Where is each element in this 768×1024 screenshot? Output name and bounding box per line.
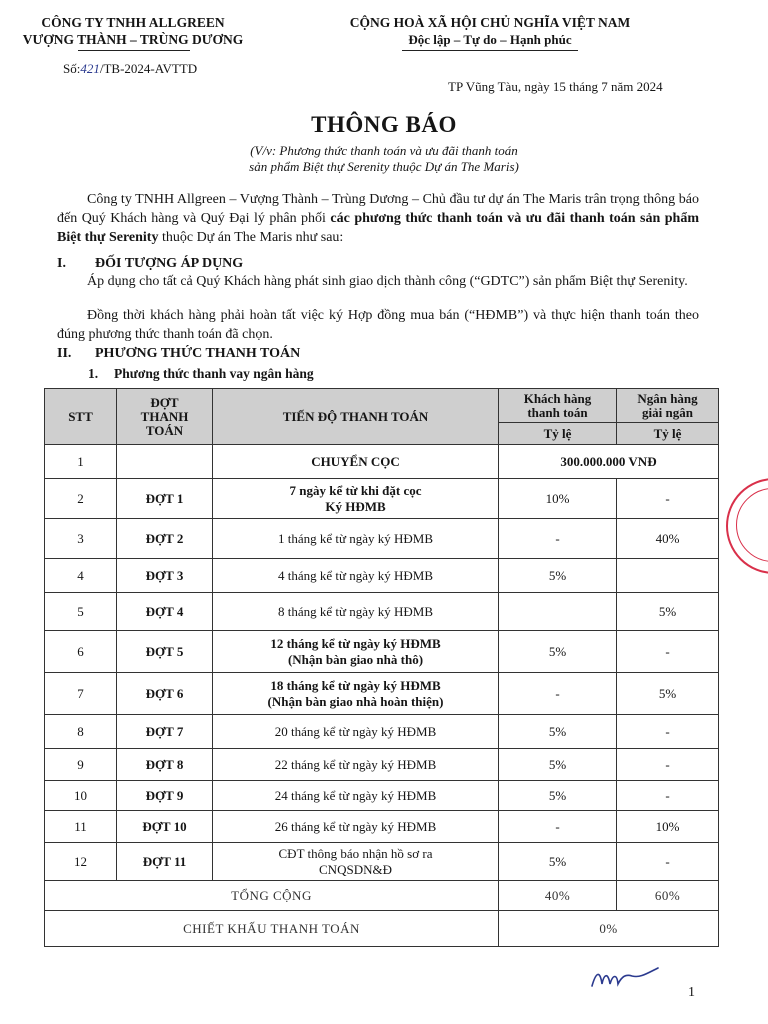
row-customer-rate: 5% bbox=[499, 781, 617, 811]
row-installment: ĐỢT 2 bbox=[117, 519, 213, 559]
row-installment: ĐỢT 6 bbox=[117, 673, 213, 715]
table-row bbox=[45, 593, 719, 631]
row-bank-rate: 5% bbox=[617, 673, 719, 715]
header-stt: STT bbox=[45, 389, 117, 445]
header-bank bbox=[617, 389, 719, 423]
row-installment: ĐỢT 10 bbox=[117, 811, 213, 843]
section-1-paragraph-1: Áp dụng cho tất cả Quý Khách hàng phát sinh giao dịch thành công (“GDTC”) sản phẩm Biệt thự Serenity. bbox=[87, 274, 688, 289]
row-installment: ĐỢT 9 bbox=[117, 781, 213, 811]
intro-part3: thuộc Dự án The Maris như sau: bbox=[158, 230, 344, 245]
total-bank-rate: 60% bbox=[617, 881, 719, 911]
row-progress bbox=[213, 631, 499, 673]
section-2-title: PHƯƠNG THỨC THANH TOÁN bbox=[95, 346, 301, 361]
row-progress: 24 tháng kể từ ngày ký HĐMB bbox=[213, 781, 499, 811]
row-customer-rate: - bbox=[499, 519, 617, 559]
header-bank-rate: Tỷ lệ bbox=[617, 423, 719, 445]
row-progress-line1: CĐT thông báo nhận hồ sơ ra bbox=[278, 845, 433, 861]
row-bank-rate: - bbox=[617, 715, 719, 749]
table-row bbox=[45, 843, 719, 881]
row-progress-line1: 18 tháng kể từ ngày ký HĐMB bbox=[270, 677, 441, 693]
row-stt: 12 bbox=[45, 843, 117, 881]
document-title: THÔNG BÁO bbox=[311, 112, 457, 137]
table-body bbox=[45, 445, 719, 947]
row-progress bbox=[213, 479, 499, 519]
table-row bbox=[45, 811, 719, 843]
intro-paragraph bbox=[57, 190, 699, 247]
row-progress-line2: (Nhận bàn giao nhà thô) bbox=[287, 651, 424, 667]
company-name-line2: VƯỢNG THÀNH – TRÙNG DƯƠNG bbox=[22, 32, 244, 47]
row-bank-rate bbox=[617, 559, 719, 593]
table-row bbox=[45, 519, 719, 559]
section-1-heading bbox=[57, 256, 243, 272]
table-row bbox=[45, 631, 719, 673]
motto-underline bbox=[402, 50, 578, 51]
row-bank-rate: 10% bbox=[617, 811, 719, 843]
table-row bbox=[45, 715, 719, 749]
row-customer-rate: - bbox=[499, 673, 617, 715]
section-2-heading bbox=[57, 346, 300, 362]
subsection-1-number: 1. bbox=[88, 366, 99, 381]
initials-signature-icon bbox=[586, 962, 666, 992]
header-bank-line1: Ngân hàng bbox=[637, 390, 698, 406]
row-progress: CHUYỂN CỌC bbox=[213, 445, 499, 479]
subsection-1-title: Phương thức thanh vay ngân hàng bbox=[114, 366, 314, 381]
row-progress-line2: (Nhận bàn giao nhà hoàn thiện) bbox=[267, 693, 444, 709]
header-bank-line2: giải ngân bbox=[642, 404, 693, 420]
table-row bbox=[45, 559, 719, 593]
header-customer bbox=[499, 389, 617, 423]
row-progress: 22 tháng kể từ ngày ký HĐMB bbox=[213, 749, 499, 781]
row-progress: 26 tháng kể từ ngày ký HĐMB bbox=[213, 811, 499, 843]
total-label: TỔNG CỘNG bbox=[45, 881, 499, 911]
table-row bbox=[45, 749, 719, 781]
header-installment-line1: ĐỢT bbox=[150, 394, 179, 410]
row-customer-rate: - bbox=[499, 811, 617, 843]
row-installment: ĐỢT 7 bbox=[117, 715, 213, 749]
header-installment bbox=[117, 389, 213, 445]
row-stt: 4 bbox=[45, 559, 117, 593]
row-customer-rate: 5% bbox=[499, 843, 617, 881]
company-seal-stamp bbox=[726, 478, 768, 574]
row-stt: 10 bbox=[45, 781, 117, 811]
subject-line1: (V/v: Phương thức thanh toán và ưu đãi thanh toán bbox=[250, 143, 518, 158]
row-installment: ĐỢT 5 bbox=[117, 631, 213, 673]
nation-title: CỘNG HOÀ XÃ HỘI CHỦ NGHĨA VIỆT NAM bbox=[349, 15, 631, 30]
nation-motto: Độc lập – Tự do – Hạnh phúc bbox=[408, 32, 572, 47]
seal-inner-ring bbox=[736, 488, 768, 562]
row-customer-rate: 5% bbox=[499, 559, 617, 593]
intro-part1: Công ty TNHH Allgreen – Vượng Thành – Trùng Dương – Chủ đầu tư dự án The Maris trân trọng thông báo đến Quý Khách hàng và Quý Đại lý phân phối bbox=[57, 192, 699, 226]
discount-row bbox=[45, 911, 719, 947]
row-progress: 4 tháng kể từ ngày ký HĐMB bbox=[213, 559, 499, 593]
header-installment-line2: THANH bbox=[140, 408, 189, 424]
total-customer-rate: 40% bbox=[499, 881, 617, 911]
section-2-number: II. bbox=[57, 346, 72, 361]
row-customer-rate: 5% bbox=[499, 715, 617, 749]
row-installment: ĐỢT 4 bbox=[117, 593, 213, 631]
row-bank-rate: 40% bbox=[617, 519, 719, 559]
row-installment: ĐỢT 8 bbox=[117, 749, 213, 781]
row-customer-rate: 10% bbox=[499, 479, 617, 519]
row-bank-rate: - bbox=[617, 843, 719, 881]
row-progress-line1: 12 tháng kể từ ngày ký HĐMB bbox=[270, 635, 441, 651]
row-stt: 11 bbox=[45, 811, 117, 843]
row-installment: ĐỢT 11 bbox=[117, 843, 213, 881]
section-1-paragraph-2: Đồng thời khách hàng phải hoàn tất việc ký Hợp đồng mua bán (“HĐMB”) và thực hiện thanh toán theo đúng phương thức thanh toán đã chọn. bbox=[57, 308, 699, 342]
row-customer-rate: 5% bbox=[499, 749, 617, 781]
document-number bbox=[63, 61, 197, 77]
row-stt: 9 bbox=[45, 749, 117, 781]
row-bank-rate: 5% bbox=[617, 593, 719, 631]
row-deposit-amount: 300.000.000 VNĐ bbox=[499, 445, 719, 479]
row-progress-line2: Ký HĐMB bbox=[325, 498, 386, 514]
document-subject bbox=[0, 143, 768, 175]
discount-label: CHIẾT KHẤU THANH TOÁN bbox=[45, 911, 499, 947]
row-customer-rate bbox=[499, 593, 617, 631]
table-row bbox=[45, 781, 719, 811]
table-row bbox=[45, 673, 719, 715]
row-installment bbox=[117, 445, 213, 479]
header-customer-rate: Tỷ lệ bbox=[499, 423, 617, 445]
row-progress: 20 tháng kể từ ngày ký HĐMB bbox=[213, 715, 499, 749]
total-row bbox=[45, 881, 719, 911]
row-stt: 6 bbox=[45, 631, 117, 673]
row-bank-rate: - bbox=[617, 631, 719, 673]
header-customer-line2: thanh toán bbox=[527, 404, 588, 420]
header-installment-line3: TOÁN bbox=[145, 422, 184, 438]
place-and-date: TP Vũng Tàu, ngày 15 tháng 7 năm 2024 bbox=[448, 79, 663, 94]
table-row bbox=[45, 445, 719, 479]
row-progress: 1 tháng kể từ ngày ký HĐMB bbox=[213, 519, 499, 559]
table-row bbox=[45, 479, 719, 519]
intro-part2: các phương thức thanh toán và ưu đãi thanh toán sản phẩm Biệt thự Serenity bbox=[57, 211, 699, 245]
national-header bbox=[320, 14, 660, 48]
company-underline bbox=[78, 50, 190, 51]
row-bank-rate: - bbox=[617, 479, 719, 519]
discount-value: 0% bbox=[499, 911, 719, 947]
row-stt: 2 bbox=[45, 479, 117, 519]
doc-no-prefix: Số: bbox=[63, 61, 81, 76]
company-header bbox=[8, 14, 258, 48]
row-stt: 3 bbox=[45, 519, 117, 559]
row-progress-line1: 7 ngày kể từ khi đặt cọc bbox=[289, 482, 422, 498]
header-customer-line1: Khách hàng bbox=[523, 390, 592, 406]
row-stt: 5 bbox=[45, 593, 117, 631]
row-bank-rate: - bbox=[617, 781, 719, 811]
row-installment: ĐỢT 3 bbox=[117, 559, 213, 593]
subsection-1-heading bbox=[88, 366, 314, 382]
company-name-line1: CÔNG TY TNHH ALLGREEN bbox=[41, 15, 225, 30]
payment-schedule-table bbox=[44, 388, 719, 947]
doc-no-handwritten: 421 bbox=[80, 61, 100, 76]
row-progress: 8 tháng kể từ ngày ký HĐMB bbox=[213, 593, 499, 631]
subject-line2: sản phẩm Biệt thự Serenity thuộc Dự án The Maris) bbox=[249, 159, 519, 174]
section-1-number: I. bbox=[57, 256, 66, 271]
row-progress bbox=[213, 673, 499, 715]
row-stt: 1 bbox=[45, 445, 117, 479]
section-1-title: ĐỐI TƯỢNG ÁP DỤNG bbox=[95, 256, 244, 271]
row-stt: 8 bbox=[45, 715, 117, 749]
row-bank-rate: - bbox=[617, 749, 719, 781]
row-stt: 7 bbox=[45, 673, 117, 715]
doc-no-suffix: /TB-2024-AVTTD bbox=[99, 61, 198, 76]
page-number: 1 bbox=[688, 985, 695, 1000]
header-progress: TIẾN ĐỘ THANH TOÁN bbox=[213, 389, 499, 445]
row-installment: ĐỢT 1 bbox=[117, 479, 213, 519]
row-progress bbox=[213, 843, 499, 881]
row-progress-line2: CNQSDN&Đ bbox=[319, 861, 392, 877]
row-customer-rate: 5% bbox=[499, 631, 617, 673]
